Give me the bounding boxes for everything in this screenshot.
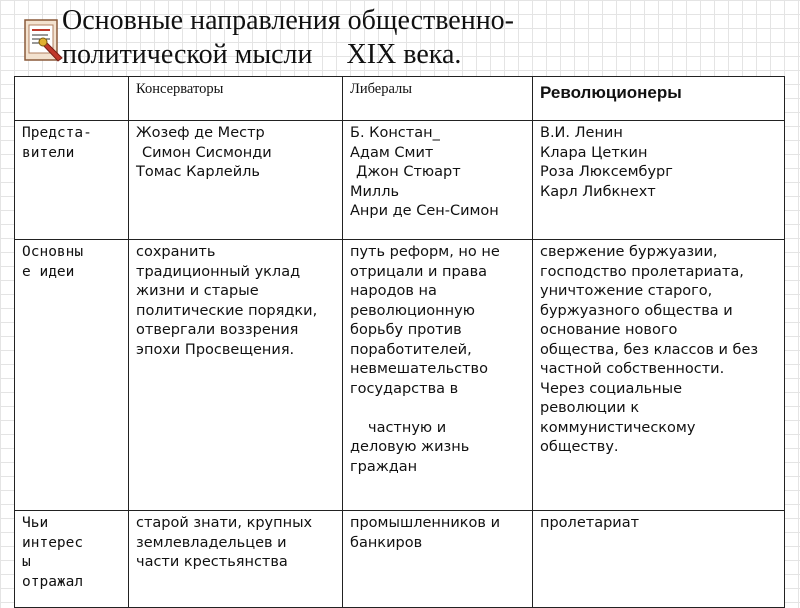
row-label-representatives: Предста- вители (15, 121, 129, 240)
table-row (15, 511, 785, 608)
table-row (15, 121, 785, 240)
row-label-main-ideas: Основны е идеи (15, 240, 129, 511)
cell-conservatives-interests: старой знати, крупных землевладельцев и части крестьянства (129, 511, 343, 608)
cell-conservatives-representatives: Жозеф де Местр Симон Сисмонди Томас Карлейль (129, 121, 343, 240)
cell-conservatives-ideas: сохранить традиционный уклад жизни и старые политические порядки, отвергали воззрения эпохи Просвещения. (129, 240, 343, 511)
title-line-2a: политической мысли (62, 39, 313, 70)
page-title (62, 4, 782, 72)
header-revolutionaries: Революционеры (533, 77, 785, 121)
cell-revolutionaries-ideas: свержение буржуазии, господство пролетариата, уничтожение старого, буржуазного общества и основание нового общества, без классов и без частной собственности. Через социальные революции к коммунистическому обществу. (533, 240, 785, 511)
document-with-ribbon-icon (22, 14, 66, 64)
table-row (15, 240, 785, 511)
cell-revolutionaries-interests: пролетариат (533, 511, 785, 608)
title-line-1: Основные направления общественно- (62, 5, 515, 36)
cell-liberals-representatives: Б. Констан_ Адам Смит Джон Стюарт Милль Анри де Сен-Симон (343, 121, 533, 240)
header-conservatives: Консерваторы (129, 77, 343, 121)
table-header-row (15, 77, 785, 121)
title-line-2b: XIX века. (346, 39, 462, 70)
comparison-table (14, 76, 785, 608)
row-label-interests: Чьи интерес ы отражал (15, 511, 129, 608)
header-empty (15, 77, 129, 121)
header-liberals: Либералы (343, 77, 533, 121)
cell-revolutionaries-representatives: В.И. Ленин Клара Цеткин Роза Люксембург Карл Либкнехт (533, 121, 785, 240)
cell-liberals-ideas: путь реформ, но не отрицали и права народов на революционную борьбу против поработителей, невмешательство государства в частную и деловую жизнь граждан (343, 240, 533, 511)
cell-liberals-interests: промышленников и банкиров (343, 511, 533, 608)
